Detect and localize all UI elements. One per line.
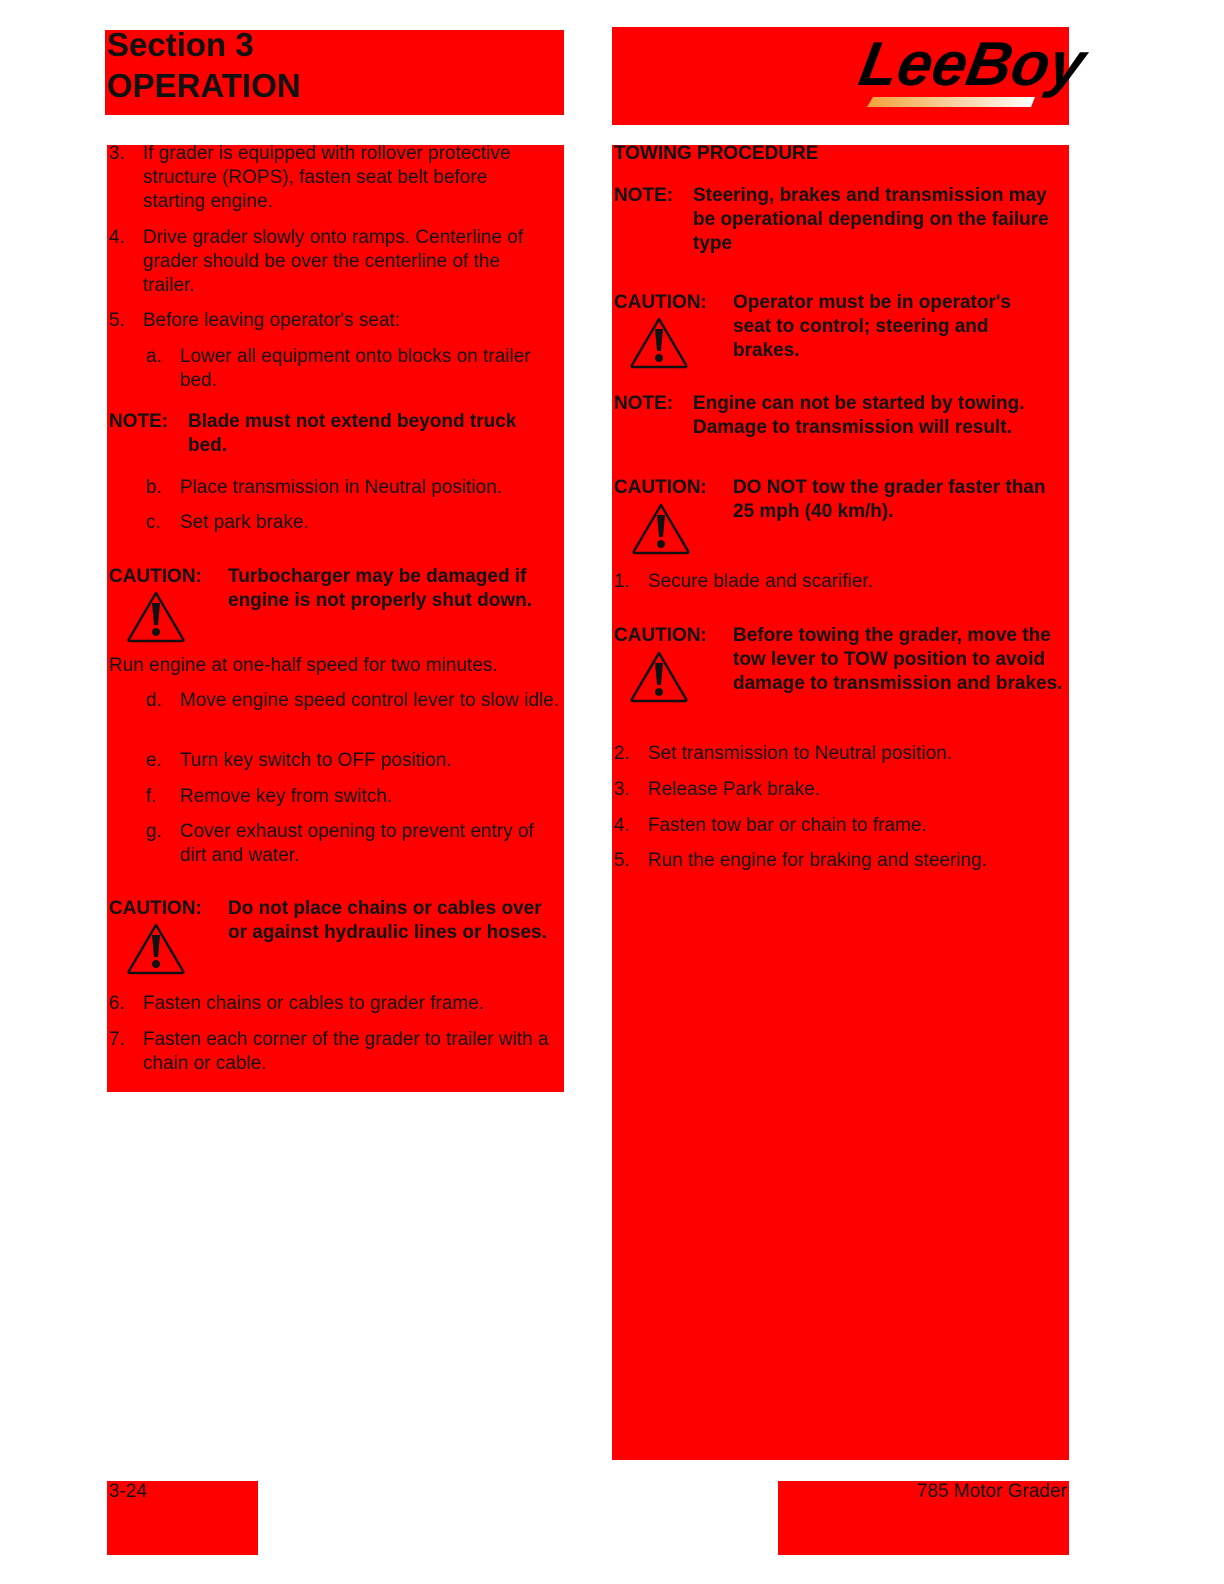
- substep-letter: c.: [146, 512, 161, 533]
- step-number: 3.: [109, 143, 125, 164]
- step-text: Set transmission to Neutral position.: [648, 743, 953, 764]
- substep-letter: e.: [146, 750, 162, 771]
- step-number: 1.: [614, 571, 630, 592]
- brand-header: [612, 27, 1091, 125]
- caution-text: DO NOT tow the grader faster than 25 mph (40 km/h).: [733, 477, 1046, 522]
- step-number: 5.: [614, 850, 630, 871]
- substep-text: Remove key from switch.: [180, 786, 393, 807]
- note-label: NOTE:: [109, 411, 169, 432]
- step-text: If grader is equipped with rollover protective structure (ROPS), fasten seat belt before starting engine.: [143, 143, 511, 212]
- substep-letter: f.: [146, 786, 157, 807]
- note-text: Blade must not extend beyond truck bed.: [188, 411, 517, 456]
- step-text: Before leaving operator's seat:: [143, 310, 401, 331]
- svg-text:LeeBoy: LeeBoy: [854, 29, 1091, 99]
- step-text: Fasten tow bar or chain to frame.: [648, 815, 927, 836]
- substep-text: Lower all equipment onto blocks on trailer bed.: [180, 346, 531, 391]
- towing-column: [612, 145, 1069, 1460]
- caution-label: CAUTION:: [614, 292, 707, 313]
- caution-label: CAUTION:: [614, 477, 707, 498]
- step-number: 5.: [109, 310, 125, 331]
- step-number: 6.: [109, 993, 125, 1014]
- step-text: Drive grader slowly onto ramps. Centerline of grader should be over the centerline of the trailer.: [143, 227, 524, 296]
- page-number: 3-24: [109, 1481, 148, 1502]
- page-title: OPERATION: [107, 67, 301, 104]
- loading-column: [107, 145, 564, 1092]
- model-name: 785 Motor Grader: [917, 1481, 1067, 1502]
- note-label: NOTE:: [614, 185, 674, 206]
- substep-text: Cover exhaust opening to prevent entry of dirt and water.: [180, 821, 534, 866]
- section-header: [105, 26, 564, 115]
- caution-text: Turbocharger may be damaged if engine is not properly shut down.: [228, 566, 533, 611]
- section-heading: TOWING PROCEDURE: [614, 143, 819, 164]
- step-number: 4.: [614, 815, 630, 836]
- step-number: 2.: [614, 743, 630, 764]
- caution-label: CAUTION:: [109, 898, 202, 919]
- step-text: Run the engine for braking and steering.: [648, 850, 988, 871]
- footer-page-block: [107, 1481, 258, 1555]
- substep-text: Set park brake.: [180, 512, 309, 533]
- warning-icon: [629, 315, 689, 369]
- step-text: Fasten chains or cables to grader frame.: [143, 993, 485, 1014]
- note-text: Steering, brakes and transmission may be operational depending on the failure type: [693, 185, 1049, 254]
- caution-label: CAUTION:: [109, 566, 202, 587]
- instruction-text: Run engine at one-half speed for two minutes.: [109, 655, 498, 676]
- substep-text: Place transmission in Neutral position.: [180, 477, 503, 498]
- warning-icon: [126, 921, 186, 975]
- substep-letter: g.: [146, 821, 162, 842]
- warning-icon: [631, 501, 691, 555]
- caution-label: CAUTION:: [614, 625, 707, 646]
- step-number: 7.: [109, 1029, 125, 1050]
- step-text: Fasten each corner of the grader to trailer with a chain or cable.: [143, 1029, 549, 1074]
- caution-text: Do not place chains or cables over or against hydraulic lines or hoses.: [228, 898, 547, 943]
- step-text: Release Park brake.: [648, 779, 821, 800]
- warning-icon: [126, 589, 186, 643]
- step-number: 3.: [614, 779, 630, 800]
- substep-letter: d.: [146, 690, 162, 711]
- leeboy-logo: [854, 27, 1091, 111]
- substep-text: Move engine speed control lever to slow idle.: [180, 690, 560, 711]
- caution-text: Operator must be in operator's seat to control; steering and brakes.: [733, 292, 1011, 361]
- step-number: 4.: [109, 227, 125, 248]
- footer-model-block: [778, 1481, 1069, 1555]
- note-label: NOTE:: [614, 393, 674, 414]
- step-text: Secure blade and scarifier.: [648, 571, 873, 592]
- substep-text: Turn key switch to OFF position.: [180, 750, 452, 771]
- substep-letter: b.: [146, 477, 162, 498]
- section-number: Section 3: [107, 26, 254, 63]
- note-text: Engine can not be started by towing. Damage to transmission will result.: [693, 393, 1025, 438]
- warning-icon: [629, 649, 689, 703]
- caution-text: Before towing the grader, move the tow lever to TOW position to avoid damage to transmission and brakes.: [733, 625, 1063, 694]
- substep-letter: a.: [146, 346, 162, 367]
